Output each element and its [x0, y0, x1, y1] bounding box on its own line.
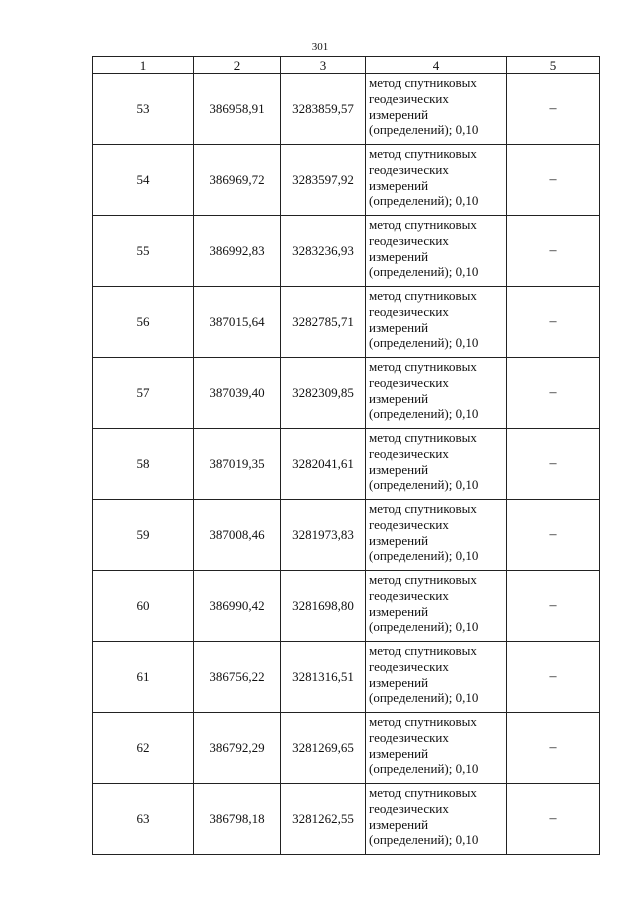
point-number-cell: 59 — [93, 500, 194, 571]
table-row — [93, 500, 600, 571]
x-coordinate-cell: 386969,72 — [194, 145, 281, 216]
note-cell: – — [507, 74, 600, 145]
point-number-cell: 60 — [93, 571, 194, 642]
note-cell: – — [507, 571, 600, 642]
point-number-cell: 61 — [93, 642, 194, 713]
method-cell: метод спутниковых геодезических измерений (определений); 0,10 — [366, 500, 507, 571]
point-number-cell: 54 — [93, 145, 194, 216]
table-row — [93, 216, 600, 287]
x-coordinate-cell: 386798,18 — [194, 784, 281, 855]
page-number: 301 — [311, 41, 329, 53]
y-coordinate-cell: 3282785,71 — [281, 287, 366, 358]
column-header: 1 — [93, 57, 194, 74]
note-cell: – — [507, 429, 600, 500]
note-cell: – — [507, 784, 600, 855]
y-coordinate-cell: 3281269,65 — [281, 713, 366, 784]
note-cell: – — [507, 358, 600, 429]
y-coordinate-cell: 3281262,55 — [281, 784, 366, 855]
column-header: 3 — [281, 57, 366, 74]
point-number-cell: 63 — [93, 784, 194, 855]
y-coordinate-cell: 3283859,57 — [281, 74, 366, 145]
table-body — [93, 74, 600, 855]
table-header-row — [93, 57, 600, 74]
table-row — [93, 429, 600, 500]
coordinates-table — [92, 56, 600, 855]
note-cell: – — [507, 500, 600, 571]
x-coordinate-cell: 386990,42 — [194, 571, 281, 642]
column-header: 5 — [507, 57, 600, 74]
y-coordinate-cell: 3282041,61 — [281, 429, 366, 500]
table-row — [93, 358, 600, 429]
method-cell: метод спутниковых геодезических измерений (определений); 0,10 — [366, 74, 507, 145]
method-cell: метод спутниковых геодезических измерений (определений); 0,10 — [366, 358, 507, 429]
x-coordinate-cell: 387019,35 — [194, 429, 281, 500]
method-cell: метод спутниковых геодезических измерений (определений); 0,10 — [366, 784, 507, 855]
column-header: 4 — [366, 57, 507, 74]
y-coordinate-cell: 3281316,51 — [281, 642, 366, 713]
point-number-cell: 53 — [93, 74, 194, 145]
note-cell: – — [507, 287, 600, 358]
note-cell: – — [507, 145, 600, 216]
method-cell: метод спутниковых геодезических измерений (определений); 0,10 — [366, 287, 507, 358]
x-coordinate-cell: 386792,29 — [194, 713, 281, 784]
method-cell: метод спутниковых геодезических измерений (определений); 0,10 — [366, 216, 507, 287]
x-coordinate-cell: 386992,83 — [194, 216, 281, 287]
table-row — [93, 287, 600, 358]
x-coordinate-cell: 386958,91 — [194, 74, 281, 145]
x-coordinate-cell: 387015,64 — [194, 287, 281, 358]
y-coordinate-cell: 3281698,80 — [281, 571, 366, 642]
note-cell: – — [507, 216, 600, 287]
method-cell: метод спутниковых геодезических измерений (определений); 0,10 — [366, 145, 507, 216]
method-cell: метод спутниковых геодезических измерений (определений); 0,10 — [366, 642, 507, 713]
method-cell: метод спутниковых геодезических измерений (определений); 0,10 — [366, 713, 507, 784]
point-number-cell: 58 — [93, 429, 194, 500]
y-coordinate-cell: 3283597,92 — [281, 145, 366, 216]
method-cell: метод спутниковых геодезических измерений (определений); 0,10 — [366, 571, 507, 642]
x-coordinate-cell: 387039,40 — [194, 358, 281, 429]
x-coordinate-cell: 386756,22 — [194, 642, 281, 713]
table-row — [93, 571, 600, 642]
y-coordinate-cell: 3283236,93 — [281, 216, 366, 287]
y-coordinate-cell: 3282309,85 — [281, 358, 366, 429]
table-row — [93, 145, 600, 216]
point-number-cell: 56 — [93, 287, 194, 358]
point-number-cell: 55 — [93, 216, 194, 287]
y-coordinate-cell: 3281973,83 — [281, 500, 366, 571]
table-row — [93, 642, 600, 713]
x-coordinate-cell: 387008,46 — [194, 500, 281, 571]
table-row — [93, 713, 600, 784]
column-header: 2 — [194, 57, 281, 74]
point-number-cell: 62 — [93, 713, 194, 784]
method-cell: метод спутниковых геодезических измерений (определений); 0,10 — [366, 429, 507, 500]
note-cell: – — [507, 642, 600, 713]
note-cell: – — [507, 713, 600, 784]
table-row — [93, 74, 600, 145]
point-number-cell: 57 — [93, 358, 194, 429]
table-row — [93, 784, 600, 855]
